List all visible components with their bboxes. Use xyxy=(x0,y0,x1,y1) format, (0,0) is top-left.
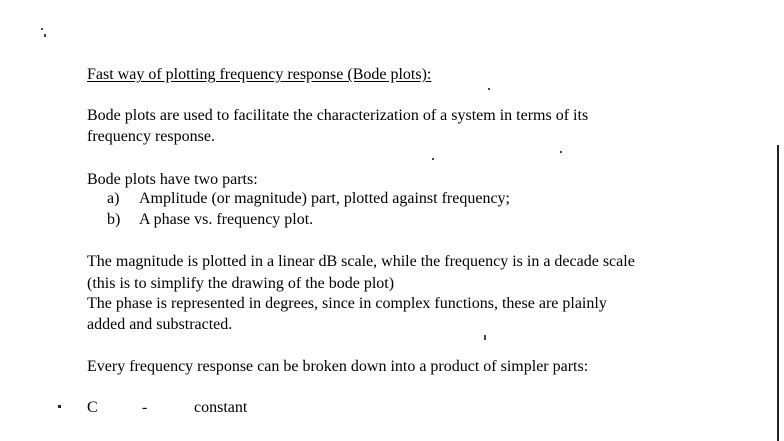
bullet-dot xyxy=(58,405,61,408)
paragraph-2-line-1: The magnitude is plotted in a linear dB scale, while the frequency is in a decade scale xyxy=(87,253,635,270)
paragraph-3-line-1: Every frequency response can be broken down into a product of simpler parts: xyxy=(87,358,589,375)
list-marker: a) xyxy=(107,190,120,207)
scan-speck xyxy=(432,158,434,160)
parts-heading: Bode plots have two parts: xyxy=(87,171,258,188)
document-title: Fast way of plotting frequency response (Bode plots): xyxy=(87,66,432,83)
scan-speck xyxy=(560,151,562,153)
paragraph-2-line-4: added and substracted. xyxy=(87,316,233,333)
scan-speck xyxy=(484,335,486,340)
scan-speck xyxy=(41,28,43,30)
list-item-text: A phase vs. frequency plot. xyxy=(139,211,314,228)
list-item xyxy=(107,210,313,230)
paragraph-2-line-3: The phase is represented in degrees, since in complex functions, these are plainly xyxy=(87,295,607,312)
scan-edge-line xyxy=(777,145,779,441)
term-symbol: C xyxy=(87,399,98,416)
list-item-text: Amplitude (or magnitude) part, plotted against frequency; xyxy=(139,190,510,207)
term-description: constant xyxy=(194,399,248,416)
scan-speck xyxy=(44,34,46,37)
intro-line-1: Bode plots are used to facilitate the characterization of a system in terms of its xyxy=(87,107,589,124)
term-dash: - xyxy=(142,399,148,416)
list-marker: b) xyxy=(107,211,121,228)
intro-line-2: frequency response. xyxy=(87,128,215,145)
list-item xyxy=(107,189,510,209)
paragraph-2-line-2: (this is to simplify the drawing of the bode plot) xyxy=(87,275,395,292)
scan-speck xyxy=(488,88,490,90)
